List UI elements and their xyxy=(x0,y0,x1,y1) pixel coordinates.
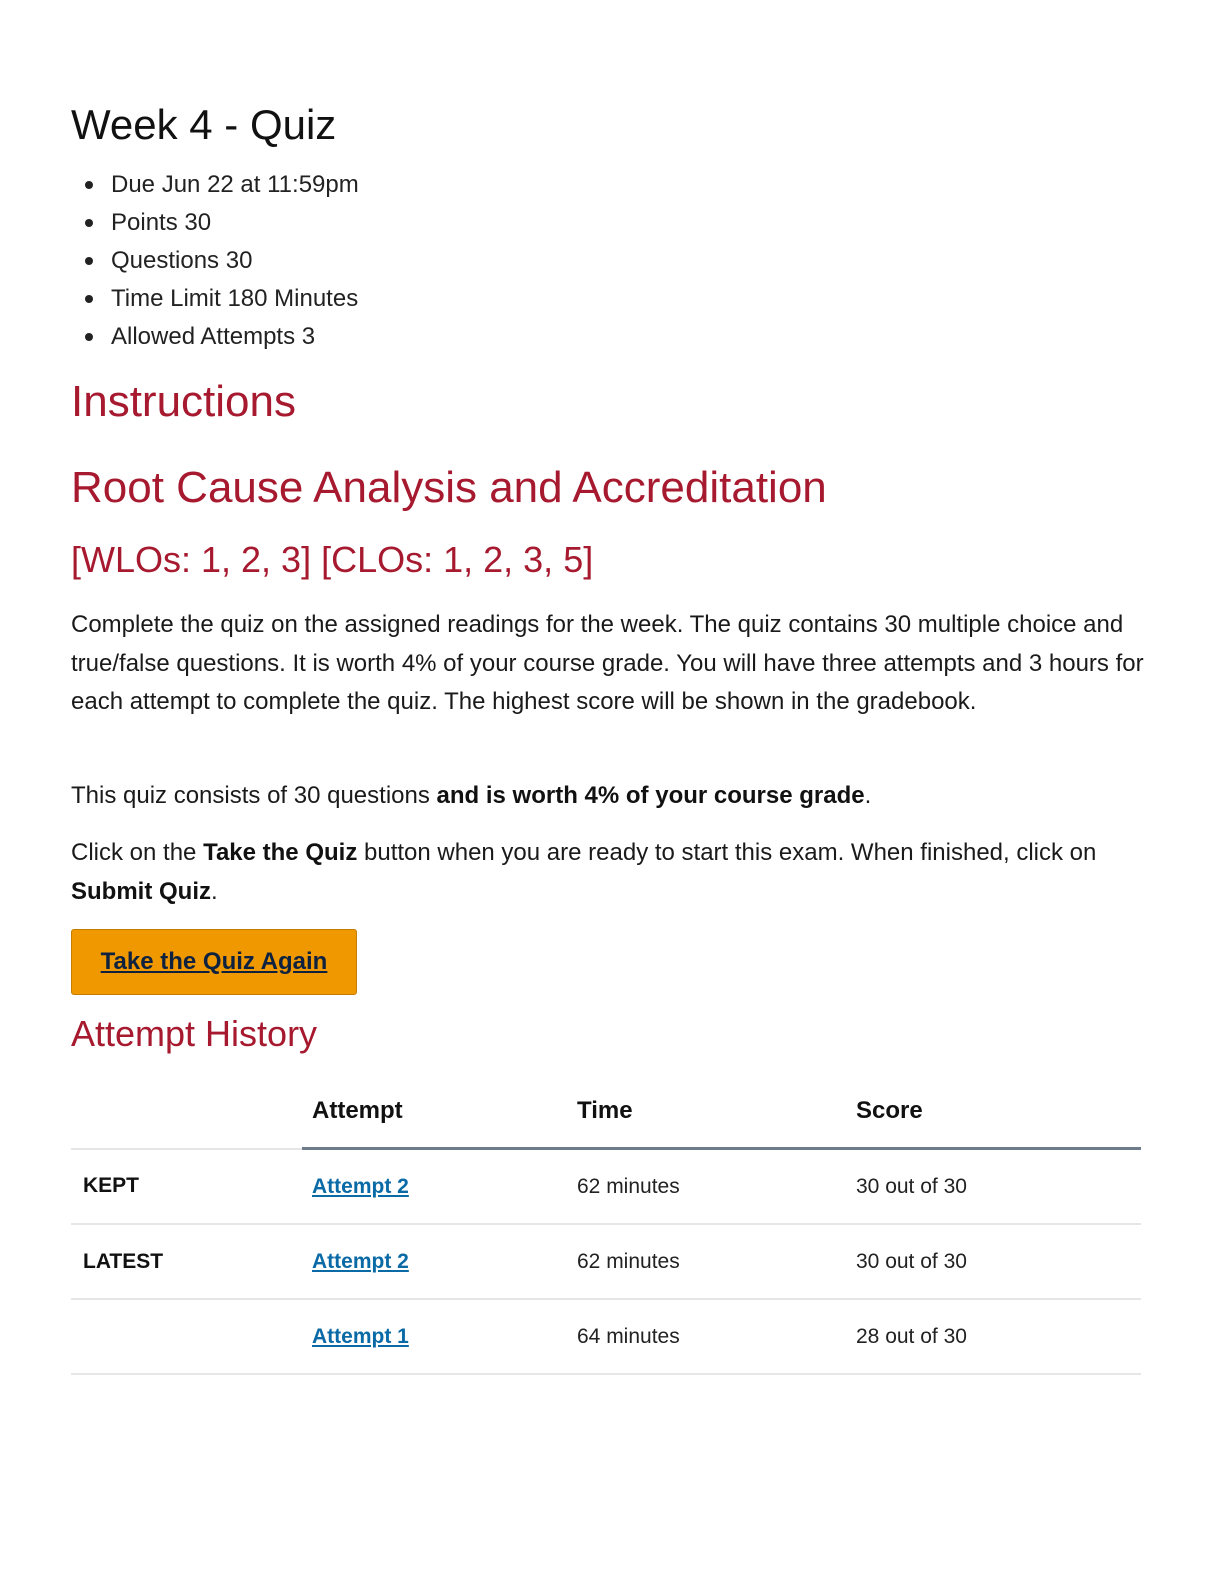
bullet-icon xyxy=(85,257,93,265)
page-title: Week 4 - Quiz xyxy=(71,101,337,148)
attempt-cell xyxy=(302,1149,567,1225)
detail-value: 180 Minutes xyxy=(227,285,359,312)
table-row xyxy=(71,1149,1141,1225)
column-header-score: Score xyxy=(846,1075,1141,1149)
detail-value: 30 xyxy=(184,209,212,236)
column-header-time: Time xyxy=(567,1075,846,1149)
attempt-link[interactable]: Attempt 2 xyxy=(312,1174,409,1198)
attempt-history-heading: Attempt History xyxy=(71,1013,318,1054)
take-quiz-again-button[interactable]: Take the Quiz Again xyxy=(71,929,357,995)
status-cell xyxy=(71,1224,302,1299)
bullet-icon xyxy=(85,333,93,341)
topic-heading: Root Cause Analysis and Accreditation xyxy=(71,463,827,512)
column-header-status xyxy=(71,1075,302,1149)
take-quiz-bold-text: Take the Quiz xyxy=(203,839,358,866)
bullet-icon xyxy=(85,181,93,189)
detail-value: 30 xyxy=(225,247,253,274)
score-cell: 30 out of 30 xyxy=(846,1224,1141,1299)
attempt-link[interactable]: Attempt 2 xyxy=(312,1249,409,1273)
column-header-attempt: Attempt xyxy=(302,1075,567,1149)
attempt-history-table xyxy=(71,1075,1141,1375)
click-text-2: button when you are ready to start this exam. When finished, click on xyxy=(357,839,1097,866)
bullet-icon xyxy=(85,219,93,227)
objectives-heading: [WLOs: 1, 2, 3] [CLOs: 1, 2, 3, 5] xyxy=(71,539,594,580)
status-cell xyxy=(71,1299,302,1374)
click-text-1: Click on the xyxy=(71,839,204,866)
worth-bold-text: and is worth 4% of your course grade xyxy=(436,782,865,809)
score-cell: 28 out of 30 xyxy=(846,1299,1141,1374)
score-cell: 30 out of 30 xyxy=(846,1149,1141,1225)
detail-value: 3 xyxy=(301,323,316,350)
detail-label: Due xyxy=(111,171,156,198)
attempt-cell xyxy=(302,1299,567,1374)
click-instructions-paragraph xyxy=(71,834,1146,911)
time-cell: 62 minutes xyxy=(567,1224,846,1299)
table-header-row xyxy=(71,1075,1141,1149)
status-label: KEPT xyxy=(83,1174,140,1198)
detail-label: Points xyxy=(111,209,178,236)
instructions-heading: Instructions xyxy=(71,377,296,426)
detail-label: Time Limit xyxy=(111,285,221,312)
worth-text: This quiz consists of 30 questions xyxy=(71,782,437,809)
attempt-link[interactable]: Attempt 1 xyxy=(312,1324,409,1348)
quiz-details-list xyxy=(71,166,359,356)
detail-questions xyxy=(71,242,359,280)
detail-label: Questions xyxy=(111,247,220,274)
detail-value: Jun 22 at 11:59pm xyxy=(161,171,359,198)
submit-quiz-bold-text: Submit Quiz xyxy=(71,877,211,905)
detail-points xyxy=(71,204,359,242)
detail-allowed-attempts xyxy=(71,318,359,356)
worth-suffix: . xyxy=(864,782,872,809)
worth-paragraph xyxy=(71,777,1146,816)
time-cell: 64 minutes xyxy=(567,1299,846,1374)
time-cell: 62 minutes xyxy=(567,1149,846,1225)
attempt-cell xyxy=(302,1224,567,1299)
detail-time-limit xyxy=(71,280,359,318)
table-row xyxy=(71,1224,1141,1299)
detail-label: Allowed Attempts xyxy=(111,323,296,350)
instructions-paragraph: Complete the quiz on the assigned readings for the week. The quiz contains 30 multiple choice and true/false questions. It is worth 4% of your course grade. You will have three attempts and 3 hours for each attempt to complete the quiz. The highest score will be shown in the gradebook. xyxy=(71,611,1144,715)
table-row xyxy=(71,1299,1141,1374)
bullet-icon xyxy=(85,295,93,303)
detail-due xyxy=(71,166,359,204)
click-text-3: . xyxy=(211,877,218,905)
status-cell xyxy=(71,1149,302,1225)
status-label: LATEST xyxy=(83,1249,164,1273)
